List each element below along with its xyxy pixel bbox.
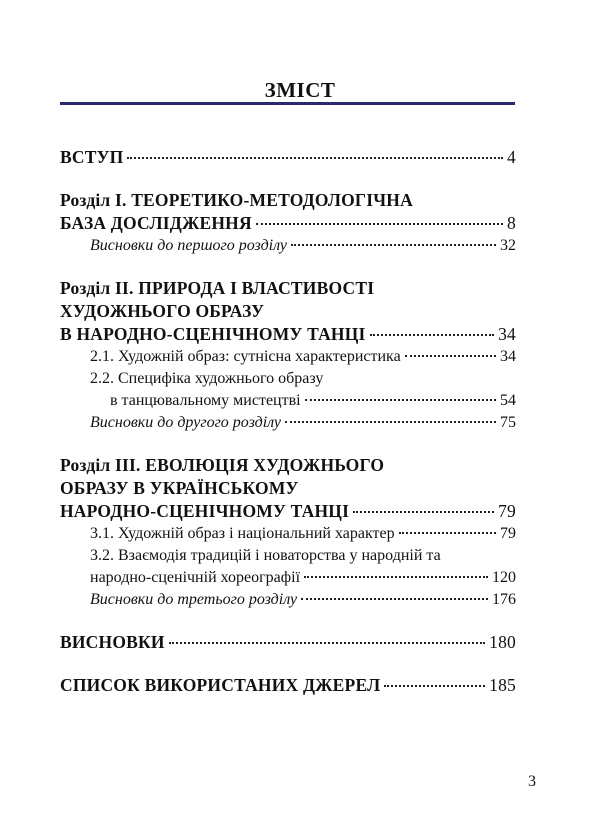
dot-leader (304, 576, 488, 578)
toc-page-number: 4 (507, 147, 516, 167)
toc-page-number: 176 (492, 591, 516, 608)
dot-leader (370, 334, 495, 336)
dot-leader (291, 244, 496, 246)
toc-entry-label: Розділ І. ТЕОРЕТИКО-МЕТОДОЛОГІЧНА (60, 190, 413, 210)
toc-entry-section-3-2[interactable] (60, 545, 516, 589)
toc-entry-label: Розділ ІІІ. ЕВОЛЮЦІЯ ХУДОЖНЬОГО (60, 455, 385, 475)
toc-entry-label: В НАРОДНО-СЦЕНІЧНОМУ ТАНЦІ (60, 324, 366, 344)
toc-entry-label: 3.1. Художній образ і національний характер (90, 525, 395, 542)
toc-entry-section-2-1[interactable] (60, 346, 516, 368)
toc-page-number: 34 (498, 324, 516, 344)
dot-leader (405, 355, 496, 357)
page-number: 3 (528, 773, 536, 790)
toc-entry-label: ВИСНОВКИ (60, 632, 165, 652)
toc-entry-label: Розділ ІІ. ПРИРОДА І ВЛАСТИВОСТІ (60, 278, 375, 298)
toc-page-number: 120 (492, 569, 516, 586)
toc-entry-label: народно-сценічній хореографії (90, 569, 301, 586)
toc-entry-chapter-1-conclusion[interactable] (60, 235, 516, 257)
toc-entry-chapter-1[interactable] (60, 189, 516, 235)
toc-page-number: 79 (500, 525, 516, 542)
toc-entry-label: СПИСОК ВИКОРИСТАНИХ ДЖЕРЕЛ (60, 675, 381, 695)
dot-leader (305, 399, 496, 401)
toc-entry-conclusions[interactable] (60, 631, 516, 654)
toc-entry-section-3-1[interactable] (60, 523, 516, 545)
toc-entry-intro[interactable] (60, 146, 516, 169)
title-underline (60, 102, 515, 105)
toc-entry-label: ОБРАЗУ В УКРАЇНСЬКОМУ (60, 478, 299, 498)
toc-entry-chapter-2[interactable] (60, 277, 516, 346)
toc-entry-label: НАРОДНО-СЦЕНІЧНОМУ ТАНЦІ (60, 501, 350, 521)
toc-entry-label: 2.2. Специфіка художнього образу (90, 370, 324, 387)
toc-entry-label: Висновки до першого розділу (90, 237, 287, 254)
table-of-contents (60, 146, 516, 697)
dot-leader (301, 598, 488, 600)
toc-entry-chapter-3[interactable] (60, 454, 516, 523)
toc-entry-section-2-2[interactable] (60, 368, 516, 412)
toc-entry-label: Висновки до третього розділу (90, 591, 298, 608)
toc-entry-chapter-3-conclusion[interactable] (60, 589, 516, 611)
dot-leader (256, 223, 503, 225)
toc-entry-label: Висновки до другого розділу (90, 414, 282, 431)
toc-page-number: 32 (500, 237, 516, 254)
toc-entry-label: ХУДОЖНЬОГО ОБРАЗУ (60, 301, 265, 321)
toc-entry-label: БАЗА ДОСЛІДЖЕННЯ (60, 213, 252, 233)
toc-entry-sources[interactable] (60, 674, 516, 697)
dot-leader (353, 511, 494, 513)
page-title: ЗМІСТ (264, 78, 336, 102)
toc-entry-label: 3.2. Взаємодія традицій і новаторства у народній та (90, 547, 441, 564)
toc-entry-label: в танцювальному мистецтві (110, 392, 301, 409)
toc-page-number: 8 (507, 213, 516, 233)
toc-page-number: 34 (500, 348, 516, 365)
dot-leader (285, 421, 496, 423)
toc-entry-chapter-2-conclusion[interactable] (60, 412, 516, 434)
dot-leader (399, 532, 496, 534)
toc-page-number: 54 (500, 392, 516, 409)
toc-page-number: 75 (500, 414, 516, 431)
toc-page-number: 185 (489, 675, 516, 695)
toc-entry-label: ВСТУП (60, 147, 124, 167)
dot-leader (384, 685, 485, 687)
toc-entry-label: 2.1. Художній образ: сутнісна характеристика (90, 348, 401, 365)
toc-page-number: 79 (498, 501, 516, 521)
toc-page-number: 180 (489, 632, 516, 652)
dot-leader (127, 157, 503, 159)
dot-leader (169, 642, 485, 644)
